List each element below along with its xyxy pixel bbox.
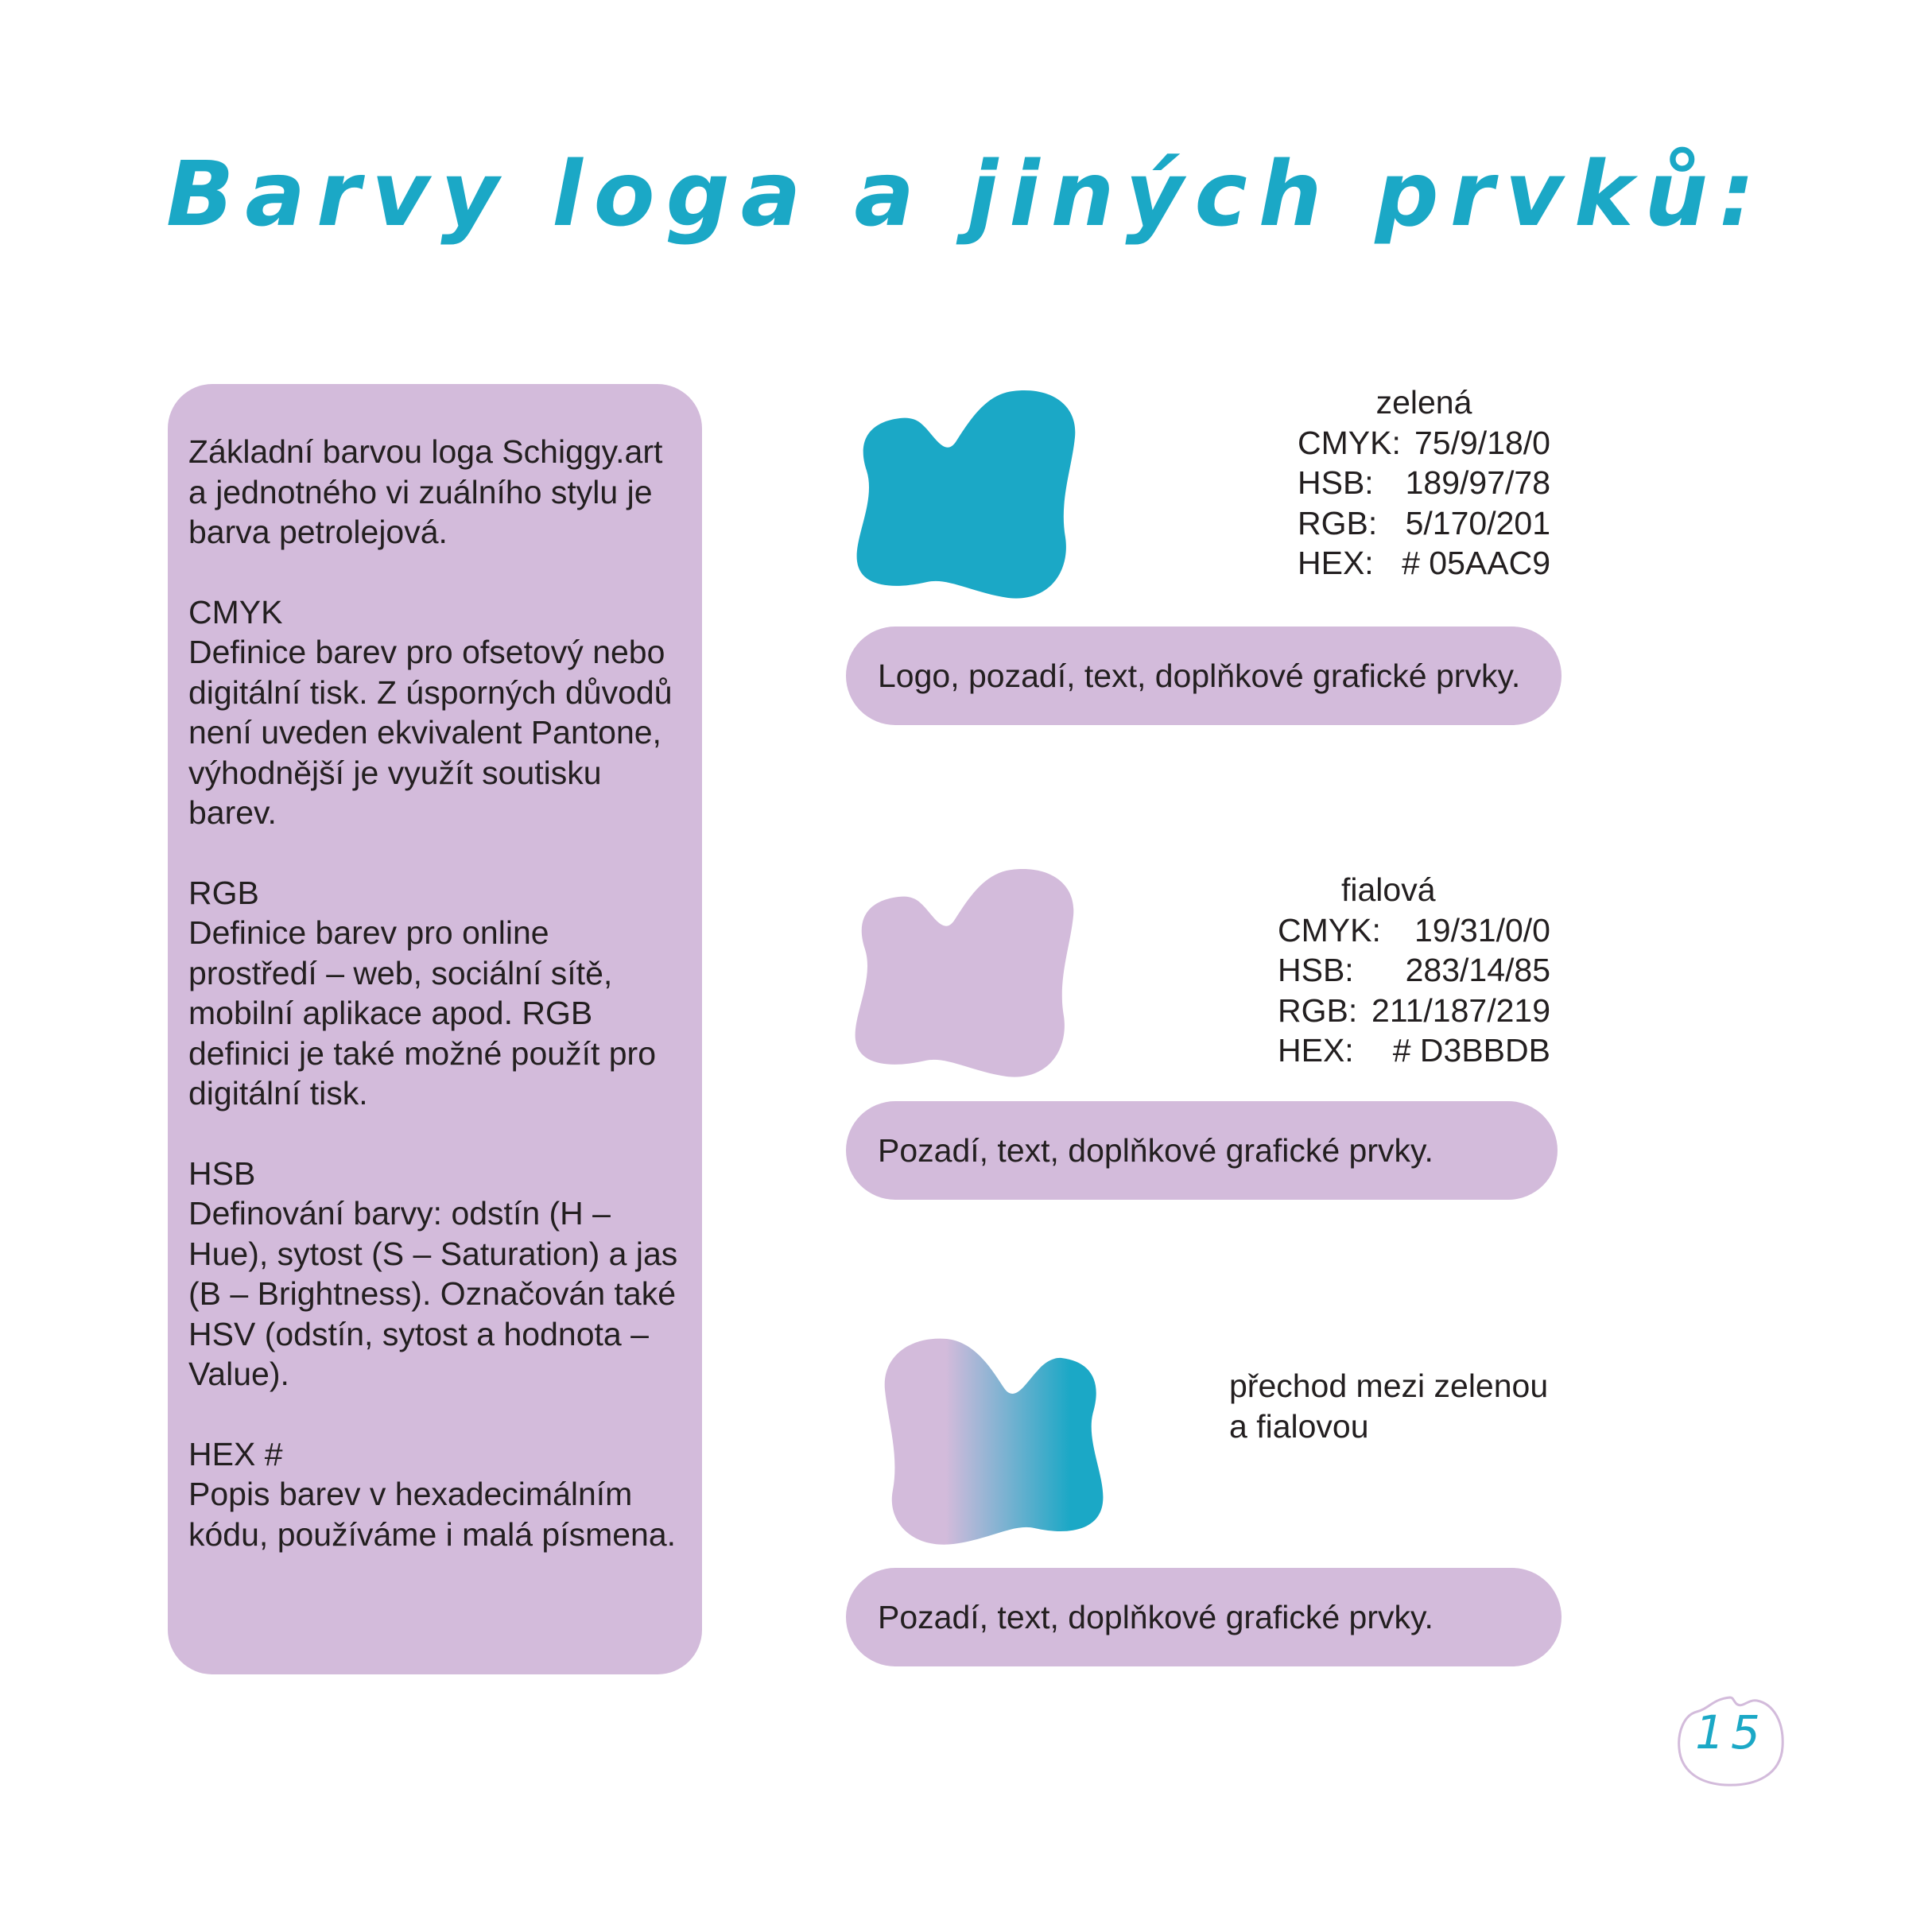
violet-swatch-shape <box>855 869 1074 1077</box>
rgb-heading: RGB <box>188 874 259 911</box>
gradient-label-line-1: přechod mezi zelenou <box>1229 1368 1549 1404</box>
hsb-section <box>188 1154 685 1395</box>
violet-hex-row: HEX: # D3BBDB <box>1278 1032 1550 1069</box>
green-swatch-shape <box>857 390 1076 599</box>
violet-rgb-row: RGB: 211/187/219 <box>1278 991 1550 1029</box>
rgb-description: Definice barev pro online prostředí – web, sociální sítě, mobilní aplikace apod. RGB definici je také možné použít pro digitální tisk. <box>188 914 656 1111</box>
color-system-explanation <box>168 384 702 1674</box>
cmyk-section <box>188 592 685 833</box>
page-title: Barvy loga a jiných prvků: <box>166 143 1766 246</box>
hex-section <box>188 1434 685 1555</box>
hsb-description: Definování barvy: odstín (H – Hue), sytost (S – Saturation) a jas (B – Brightness). Označován také HSV (odstín, sytost a hodnota – Value). <box>188 1195 678 1392</box>
green-swatch-blob <box>851 382 1089 604</box>
violet-cmyk-row: CMYK: 19/31/0/0 <box>1278 911 1550 949</box>
hsb-heading: HSB <box>188 1154 256 1192</box>
violet-spec-block <box>1278 870 1550 1071</box>
green-usage-pill: Logo, pozadí, text, doplňkové grafické prvky. <box>846 627 1562 725</box>
page-number: 15 <box>1695 1705 1767 1759</box>
green-spec-block <box>1298 382 1550 584</box>
violet-usage-pill: Pozadí, text, doplňkové grafické prvky. <box>846 1101 1558 1200</box>
gradient-usage-pill: Pozadí, text, doplňkové grafické prvky. <box>846 1568 1562 1666</box>
page-number-badge <box>1674 1691 1787 1794</box>
green-rgb-row: RGB: 5/170/201 <box>1298 504 1550 541</box>
hex-description: Popis barev v hexadecimálním kódu, používáme i malá písmena. <box>188 1476 677 1553</box>
green-color-name: zelená <box>1375 384 1472 421</box>
green-hex-row: HEX: # 05AAC9 <box>1298 545 1550 581</box>
violet-hsb-row: HSB: 283/14/85 <box>1278 952 1550 988</box>
rgb-section <box>188 873 685 1114</box>
cmyk-heading: CMYK <box>188 593 283 630</box>
violet-color-name: fialová <box>1341 871 1436 908</box>
green-cmyk-row: CMYK: 75/9/18/0 <box>1298 424 1550 461</box>
gradient-swatch-shape <box>885 1339 1104 1545</box>
cmyk-description: Definice barev pro ofsetový nebo digitální tisk. Z úsporných důvodů není uveden ekvivalent Pantone, výhodnější je využít soutisku barev. <box>188 634 673 831</box>
hex-heading: HEX # <box>188 1435 283 1472</box>
gradient-label-line-2: a fialovou <box>1229 1407 1369 1445</box>
green-hsb-row: HSB: 189/97/78 <box>1298 464 1550 501</box>
violet-swatch-blob <box>849 860 1088 1083</box>
intro-text: Základní barvou loga Schiggy.art a jednotného vi zuálního stylu je barva petrolejová. <box>188 433 663 550</box>
gradient-swatch-blob <box>872 1328 1111 1550</box>
gradient-description <box>1229 1366 1548 1446</box>
